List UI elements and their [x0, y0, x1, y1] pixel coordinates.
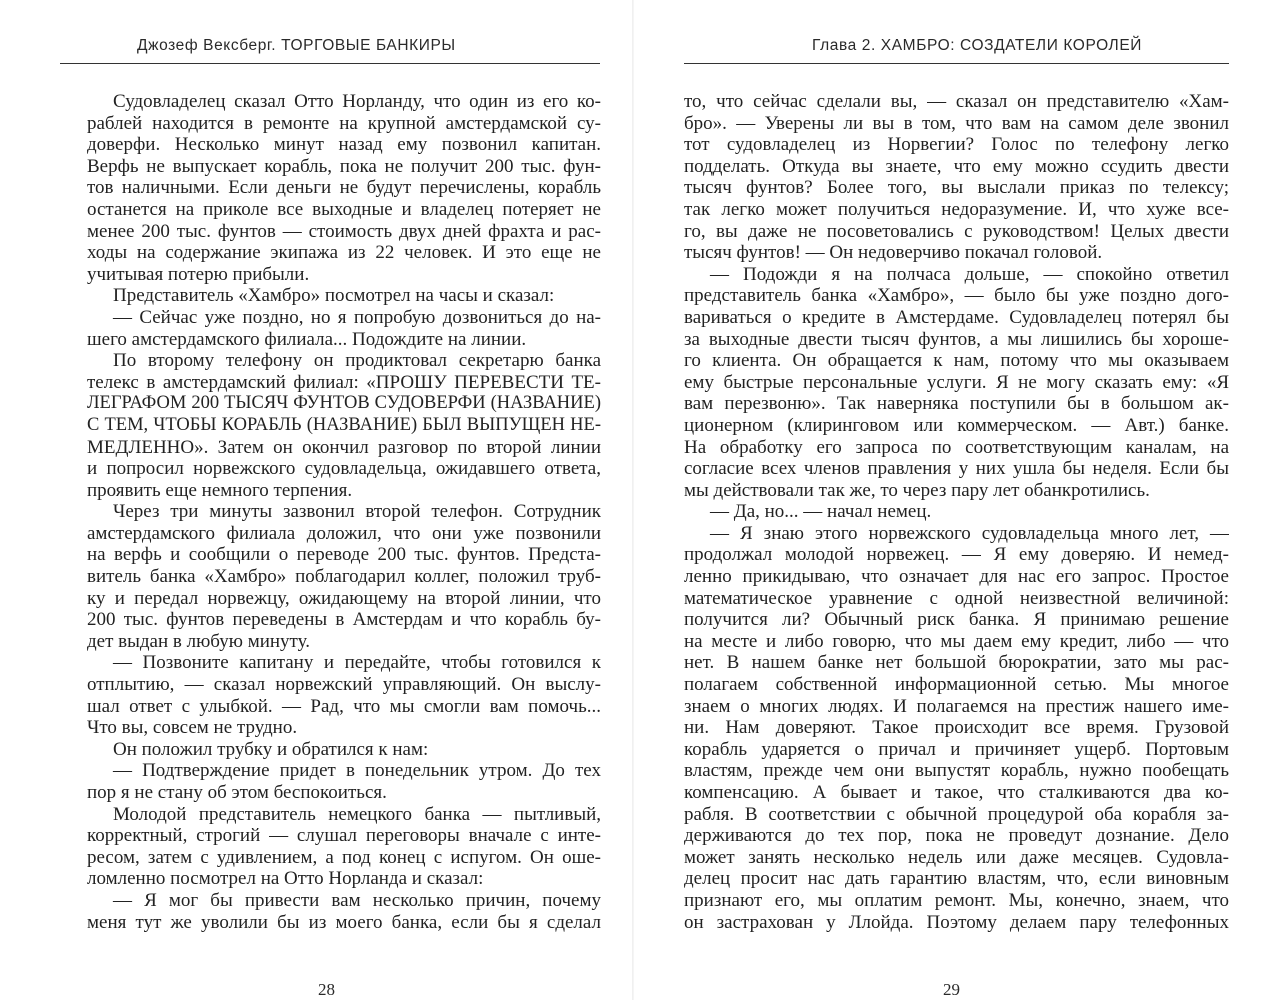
text-line: МЕДЛЕННО». Затем он окончил разговор по второй линии — [87, 436, 601, 458]
text-line: пор я не стану об этом беспокоиться. — [87, 782, 387, 803]
text-line: — Подтверждение придет в понедельник утром. До тех — [113, 760, 601, 782]
text-line: раблей находится в ремонте на крупной амстердамской су- — [87, 112, 601, 134]
text-line: властям, прежде чем они выпустят корабль, нужно пообещать — [684, 760, 1229, 782]
text-line: корректный, строгий — слушал переговоры вначале с инте- — [87, 825, 601, 847]
text-line: проявить еще немного терпения. — [87, 479, 353, 501]
text-line: за выходные двести тысяч фунтов, а мы лишились бы хороше- — [684, 328, 1229, 350]
text-line: делец просит нас дать гарантию властям, что, если виновным — [684, 868, 1229, 890]
text-line: компенсацию. А бывает и такое, что сталкиваются два ко- — [684, 782, 1229, 803]
right-body-text — [684, 91, 1229, 933]
text-line: вариваться о кредите в Амстердаме. Судовладелец потерял бы — [684, 306, 1229, 328]
text-line: Представитель «Хамбро» посмотрел на часы и сказал: — [113, 285, 555, 307]
text-line: — Подожди я на полчаса дольше, — спокойно ответил — [710, 263, 1229, 285]
text-line: корабль ударяется о причал и причиняет ущерб. Портовым — [684, 738, 1229, 760]
text-line: держиваются до тех пор, пока не проведут дознание. Дело — [684, 825, 1229, 847]
text-line: го, вы даже не посоветовались с руководством! Целых двести — [684, 220, 1229, 242]
text-line: на месте и либо говорю, что мы даем ему кредит, либо — что — [684, 630, 1229, 652]
text-line: на верфь и сообщили о переводе 200 тыс. фунтов. Предста- — [87, 544, 601, 566]
right-running-head: Глава 2. ХАМБРО: СОЗДАТЕЛИ КОРОЛЕЙ — [812, 37, 1142, 54]
text-line: представитель банка «Хамбро», — было бы уже поздно дого- — [684, 285, 1229, 307]
text-line: меня тут же уволили бы из моего банка, если бы я сделал — [87, 911, 601, 933]
right-header-rule — [684, 63, 1229, 64]
text-line: вам перезвоню». Так наверняка поступили бы в большом ак- — [684, 393, 1229, 415]
text-line: дет выдан в любую минуту. — [87, 630, 310, 652]
text-line: полагаем собственной информационной сетью. Мы многое — [684, 674, 1229, 696]
text-line: согласие всех членов правления у них ушла бы неделя. Если бы — [684, 458, 1229, 480]
text-line: витель банка «Хамбро» поблагодарил коллег, положил труб- — [87, 566, 601, 588]
text-line: На обработку его запроса по соответствующим каналам, на — [684, 436, 1229, 458]
text-line: тов наличными. Если деньги не будут перечислены, корабль — [87, 177, 601, 199]
text-line: мы действовали так же, то через пару лет обанкротились. — [684, 479, 1150, 501]
text-line: ходы на содержание экипажа из 22 человек. И это еще не — [87, 242, 601, 264]
text-line: нет. В нашем банке нет большой бюрократии, зато мы рас- — [684, 652, 1229, 674]
text-line: доверфи. Несколько минут назад ему позвонил капитан. — [87, 134, 601, 156]
text-line: — Я знаю этого норвежского судовладельца много лет, — — [710, 522, 1229, 544]
text-line: ни. Нам доверяют. Такое происходит все время. Грузовой — [684, 717, 1229, 739]
text-line: — Я мог бы привести вам несколько причин, почему — [113, 889, 601, 911]
text-line: математическое уравнение с одной неизвестной величиной: — [684, 587, 1229, 609]
text-line: ЛЕГРАФОМ 200 ТЫСЯЧ ФУНТОВ СУДОВЕРФИ (НАЗВАНИЕ) — [87, 393, 601, 414]
text-line: менее 200 тыс. фунтов — стоимость двух дней фрахта и рас- — [87, 220, 601, 242]
text-line: По второму телефону он продиктовал секретарю банка — [113, 350, 601, 372]
text-line: амстердамского филиала доложил, что они уже позвонили — [87, 522, 601, 544]
text-line: го клиента. Он обращается к нам, потому что мы оказываем — [684, 350, 1229, 372]
text-line: — Да, но... — начал немец. — [710, 501, 932, 523]
text-line: ресом, затем с удивлением, а под конец с испугом. Он оше- — [87, 846, 601, 868]
text-line: ему быстрые персональные услуги. Я не могу сказать ему: «Я — [684, 371, 1229, 393]
text-line: тысяч фунтов? Более того, вы выслали приказ по телексу; — [684, 177, 1229, 199]
text-line: ленно прикидываю, что означает для нас его запрос. Простое — [684, 566, 1229, 588]
text-line: ционерном (клиринговом или коммерческом. — Авт.) банке. — [684, 414, 1229, 436]
text-line: тот судовладелец из Норвегии? Голос по телефону легко — [684, 134, 1229, 156]
text-line: тысяч фунтов! — Он недоверчиво покачал головой. — [684, 242, 1103, 264]
left-page-number: 28 — [318, 980, 335, 999]
text-line: подделать. Откуда вы знаете, что ему можно ссудить двести — [684, 155, 1229, 177]
text-line: и попросил норвежского судовладельца, ожидавшего ответа, — [87, 458, 601, 480]
text-line: учитывая потерю прибыли. — [87, 263, 310, 285]
left-running-head: Джозеф Вексберг. ТОРГОВЫЕ БАНКИРЫ — [137, 37, 456, 54]
text-line: ку и передал норвежцу, ожидающему на второй линии, что — [87, 587, 601, 609]
text-line: Он положил трубку и обратился к нам: — [113, 738, 429, 760]
text-line: признают его, мы оплатим ремонт. Мы, конечно, знаем, что — [684, 889, 1229, 911]
text-line: С ТЕМ, ЧТОБЫ КОРАБЛЬ (НАЗВАНИЕ) БЫЛ ВЫПУЩЕН НЕ- — [87, 414, 601, 435]
text-line: он застрахован у Ллойда. Поэтому делаем пару телефонных — [684, 911, 1229, 933]
text-line: останется на приколе все выходные и владелец потеряет не — [87, 198, 601, 220]
text-line: Судовладелец сказал Отто Норланду, что один из его ко- — [113, 91, 601, 112]
text-line: может занять несколько недель или даже месяцев. Судовла- — [684, 846, 1229, 868]
text-line: шего амстердамского филиала... Подождите на линии. — [87, 328, 527, 350]
text-line: знаем о многих людях. И полагаемся на престиж нашего име- — [684, 695, 1229, 717]
text-line: рабля. В соответствии с обычной процедурой оба корабля за- — [684, 803, 1229, 825]
left-header-rule — [60, 63, 600, 64]
text-line: продолжал молодой норвежец. — Я ему доверяю. И немед- — [684, 544, 1229, 566]
text-line: Через три минуты зазвонил второй телефон. Сотрудник — [113, 501, 601, 523]
text-line: — Позвоните капитану и передайте, чтобы готовился к — [113, 652, 601, 674]
text-line: — Сейчас уже поздно, но я попробую дозвониться до на- — [113, 306, 601, 328]
text-line: телекс в амстердамский филиал: «ПРОШУ ПЕРЕВЕСТИ ТЕ- — [87, 371, 601, 393]
text-line: отплытию, — сказал норвежский управляющий. Он выслу- — [87, 674, 601, 696]
text-line: бро». — Уверены ли вы в том, что вам на самом деле звонил — [684, 112, 1229, 134]
left-body-text — [87, 91, 601, 933]
text-line: Верфь не выпускает корабль, пока не получит 200 тыс. фун- — [87, 155, 601, 177]
text-line: получится ли? Обычный риск банка. Я принимаю решение — [684, 609, 1229, 631]
text-line: Молодой представитель немецкого банка — пытливый, — [113, 803, 601, 825]
text-line: шал ответ с улыбкой. — Рад, что мы смогли вам помочь... — [87, 695, 601, 717]
right-page-number: 29 — [943, 980, 960, 999]
text-line: ломленно посмотрел на Отто Норланда и сказал: — [87, 868, 484, 890]
text-line: то, что сейчас сделали вы, — сказал он представителю «Хам- — [684, 91, 1229, 112]
text-line: 200 тыс. фунтов переведены в Амстердам и что корабль бу- — [87, 609, 601, 631]
text-line: Что вы, совсем не трудно. — [87, 717, 298, 739]
right-page — [634, 0, 1267, 1000]
text-line: так легко может получиться недоразумение. И, что хуже все- — [684, 198, 1229, 220]
left-page — [0, 0, 633, 1000]
